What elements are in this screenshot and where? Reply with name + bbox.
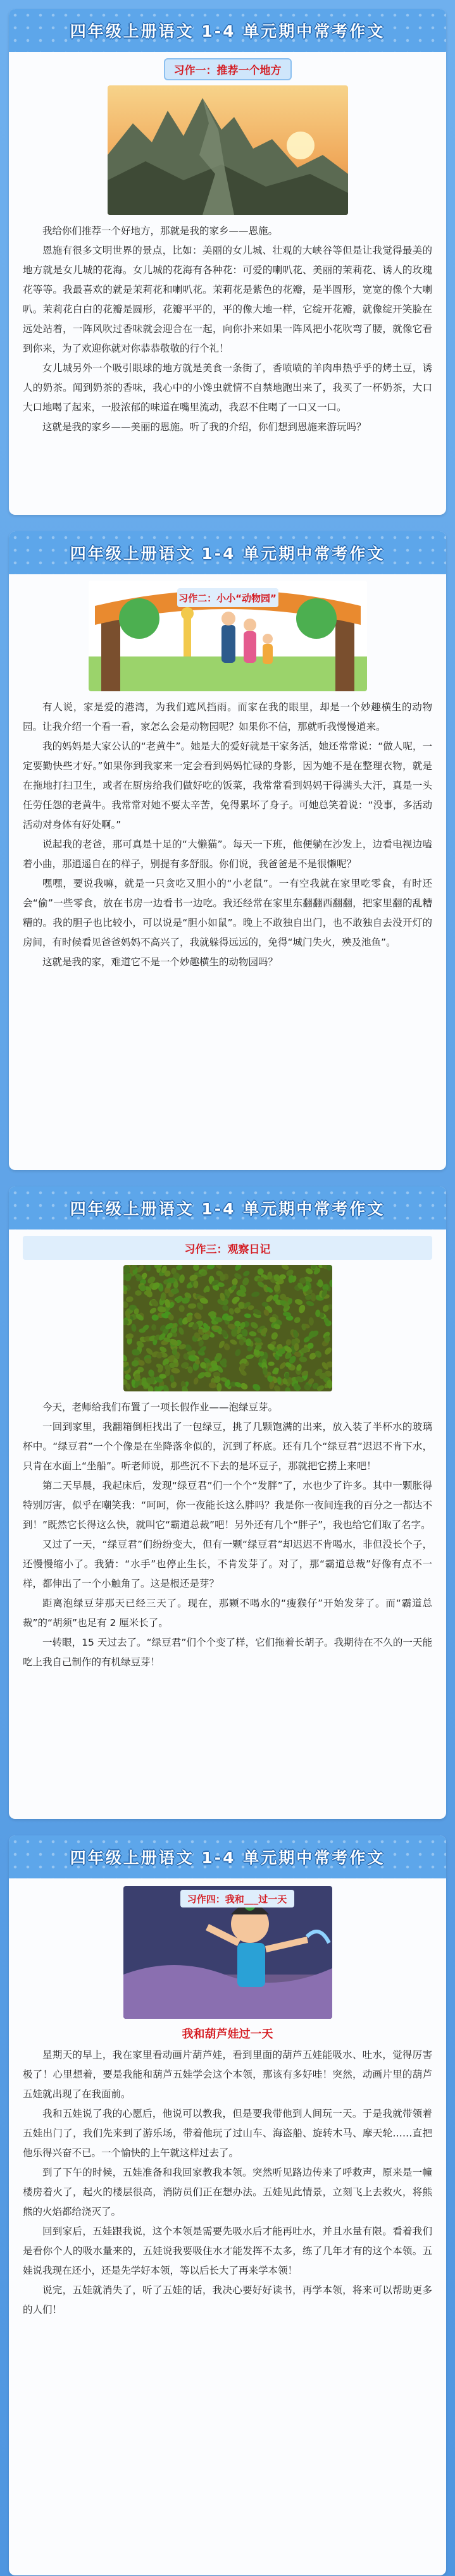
essay-paragraph: 说完，五娃就消失了，听了五娃的话，我决心要好好读书，再学本领，将来可以帮助更多的人们！ xyxy=(23,2284,432,2315)
essay-paragraph: 星期天的早上，我在家里看动画片葫芦娃，看到里面的葫芦五娃能吸水、吐水，觉得厉害极了！心里想着，要是我能和葫芦五娃学会这个本领，那该有多好哇！突然，动画片里的葫芦五娃就出现了在我面前。 xyxy=(23,2049,432,2100)
essay-subtitle: 习作二：小小“动物园” xyxy=(178,592,277,604)
essay-paragraph: 今天，老师给我们布置了一项长假作业——泡绿豆芽。 xyxy=(42,1402,278,1413)
mung-bean xyxy=(216,1383,221,1391)
essay-card-1 xyxy=(9,9,446,515)
mung-bean xyxy=(284,1373,289,1379)
banner-title: 四年级上册语文 1-4 单元期中常考作文 xyxy=(70,22,385,40)
banner-title: 四年级上册语文 1-4 单元期中常考作文 xyxy=(70,1849,385,1867)
essay-paragraph: 我的妈妈是大家公认的“老黄牛”。她是大的爱好就是干家务活，她还常常说：“做人呢，一定要勤快些才好。”如果你到我家来一定会看到妈妈忙碌的身影，因为她不是在整理衣物，就是在拖地打扫卫生，或者在厨房给我们做好吃的饭菜，我常常看到妈妈干得满头大汗，真是一头任劳任怨的老黄牛。我常常对她不要太辛苦，免得累坏了身子。可她总笑着说：“没事，多活动活动对身体有好处啊。” xyxy=(23,741,432,830)
subtitle-bar xyxy=(180,1890,294,1907)
essay-card-4 xyxy=(9,1835,446,2575)
essay-paragraph: 第二天早晨，我起床后，发现“绿豆君”们一个个“发胖”了，水也少了许多。其中一颗胀得特别厉害，似乎在嘲笑我：“呵呵，你一夜能长这么胖吗？我是你一夜间连我的百分之一都达不到！”既然它长得这么快，就叫它“霸道总裁”吧！另外还有几个“胖子”，我也给它们取了名字。 xyxy=(23,1480,432,1531)
essay-subtitle: 习作三：观察日记 xyxy=(184,1243,271,1256)
essay-card-3 xyxy=(9,1186,446,1819)
essay-paragraph: 有人说，家是爱的港湾，为我们遮风挡雨。而家在我的眼里，却是一个妙趣横生的动物园。让我介绍一个看一看，家怎么会是动物园呢？如果你不信，那就听我慢慢道来。 xyxy=(23,701,432,732)
essay-subtitle: 习作四：我和___过一天 xyxy=(187,1893,287,1905)
essay-paragraph: 距离泡绿豆芽那天已经三天了。现在，那颗不喝水的“瘦猴仔”开始发芽了。而“霸道总裁”的“胡须”也足有 2 厘米长了。 xyxy=(23,1598,432,1629)
subtitle-bar xyxy=(23,1236,432,1260)
essay-paragraph: 又过了一天，“绿豆君”们纷纷变大，但有一颗“绿豆君”却迟迟不肯喝水，非但没长个子，还慢慢缩小了。我猜：“水手”也停止生长，不肯发芽了。对了，那“霸道总裁”好像有点不一样，都伸出了一个小触角了。这是根还是芽？ xyxy=(23,1539,432,1589)
subtitle-bar xyxy=(177,588,278,607)
essay-paragraph: 说起我的老爸，那可真是十足的“大懒猫”。每天一下班，他便躺在沙发上，边看电视边嗑着小曲，那逍遥自在的样子，别提有多舒服。你们说，我爸爸是不是很懒呢？ xyxy=(23,839,432,870)
card-banner xyxy=(9,1186,446,1229)
calabash-brother-illustration xyxy=(123,1886,332,2019)
card-banner xyxy=(9,9,446,52)
banner-title: 四年级上册语文 1-4 单元期中常考作文 xyxy=(70,1200,385,1218)
essay-paragraph: 这就是我的家乡——美丽的恩施。听了我的介绍，你们想到恩施来游玩吗？ xyxy=(42,421,366,433)
essay-paragraph: 一回到家里，我翻箱倒柜找出了一包绿豆，挑了几颗饱满的出来，放入装了半杯水的玻璃杯中。“绿豆君”一个个像是在坐降落伞似的，沉到了杯底。还有几个“绿豆君”迟迟不肯下水，只肯在水面上“坐船”。听老师说，那些沉不下去的是坏豆子，那就把它捞上来吧！ xyxy=(23,1421,432,1472)
mountain-landscape-illustration xyxy=(108,85,348,215)
zoo-family-illustration xyxy=(89,581,367,691)
essay-paragraph: 这就是我的家，难道它不是一个妙趣横生的动物园吗？ xyxy=(42,956,278,968)
essay-paragraph: 恩施有很多文明世界的景点，比如：美丽的女儿城、壮观的大峡谷等但是让我觉得最美的地方就是女儿城的花海。女儿城的花海有各种花：可爱的喇叭花、美丽的茉莉花、诱人的玫瑰花等等。我最喜欢的就是茉莉花和喇叭花。茉莉花是紫色的花瓣，是半圆形，宽宽的像个大喇叭。茉莉花白白的花瓣是圆形，花瓣平平的，平的像大地一样，它绽开花瓣，就像绽开笑脸在远处站着，一阵风吹过香味就会迎合在一起，向你扑来如果一阵风把小花吹弯了腰，就像它看到你来，为了欢迎你就对你恭恭敬敬的行个礼！ xyxy=(23,245,432,354)
card-banner xyxy=(9,531,446,574)
essay-paragraph: 嘿嘿，要说我嘛，就是一只贪吃又胆小的“小老鼠”。一有空我就在家里吃零食，有时还会“偷”一些零食，放在书房一边看书一边吃。我还经常在家里东翻翻西翻翻，把家里翻的乱糟糟的。我的胆子也比较小，可以说是“胆小如鼠”。晚上不敢独自出门，也不敢独自去没开灯的房间，有时候看见爸爸妈妈不高兴了，我就躲得远远的，免得“城门失火，殃及池鱼”。 xyxy=(23,878,432,948)
essay-paragraph: 到了下午的时候，五娃准备和我回家教我本领。突然听见路边传来了呼救声，原来是一幢楼房着火了，起火的楼层很高，消防员们正在想办法。五娃见此情景，立刻飞上去救火，将熊熊的火焰都给浇灭了。 xyxy=(23,2167,432,2217)
essay-paragraph: 回到家后，五娃跟我说，这个本领是需要先吸水后才能再吐水，并且水量有限。看着我们是看你个人的吸水量来的，五娃说我要吸住水才能发挥不太多，练了几年才有的这个本领。五娃说我现在还小，还是先学好本领，等以后长大了再来学本领！ xyxy=(23,2226,432,2276)
story-title: 我和葫芦娃过一天 xyxy=(182,2028,273,2041)
essay-card-2 xyxy=(9,531,446,1170)
essay-paragraph: 我给你们推荐一个好地方，那就是我的家乡——恩施。 xyxy=(42,225,278,237)
banner-title: 四年级上册语文 1-4 单元期中常考作文 xyxy=(70,545,385,563)
essay-paragraph: 女儿城另外一个吸引眼球的地方就是美食一条街了，香喷喷的羊肉串热乎乎的烤土豆，诱人的奶茶。闻到奶茶的香味，我心中的小馋虫就情不自禁地跑出来了，我买了一杯奶茶，大口大口地喝了起来，一股浓郁的味道在嘴里流动，我忍不住喝了一口又一口。 xyxy=(23,362,432,413)
essay-paragraph: 我和五娃说了我的心愿后，他说可以教我，但是要我带他到人间玩一天。于是我就带领着五娃出门了，我们先来到了游乐场，带着他玩了过山车、海盗船、旋转木马、摩天轮……直把他乐得兴奋不已。一个愉快的上午就这样过去了。 xyxy=(23,2108,432,2159)
mung-beans-photo xyxy=(123,1265,332,1391)
card-banner xyxy=(9,1835,446,1878)
essay-subtitle: 习作一：推荐一个地方 xyxy=(164,58,292,80)
essay-paragraph: 一转眼，15 天过去了。“绿豆君”们个个变了样，它们拖着长胡子。我期待在不久的一天能吃上我自己制作的有机绿豆芽！ xyxy=(23,1637,432,1668)
